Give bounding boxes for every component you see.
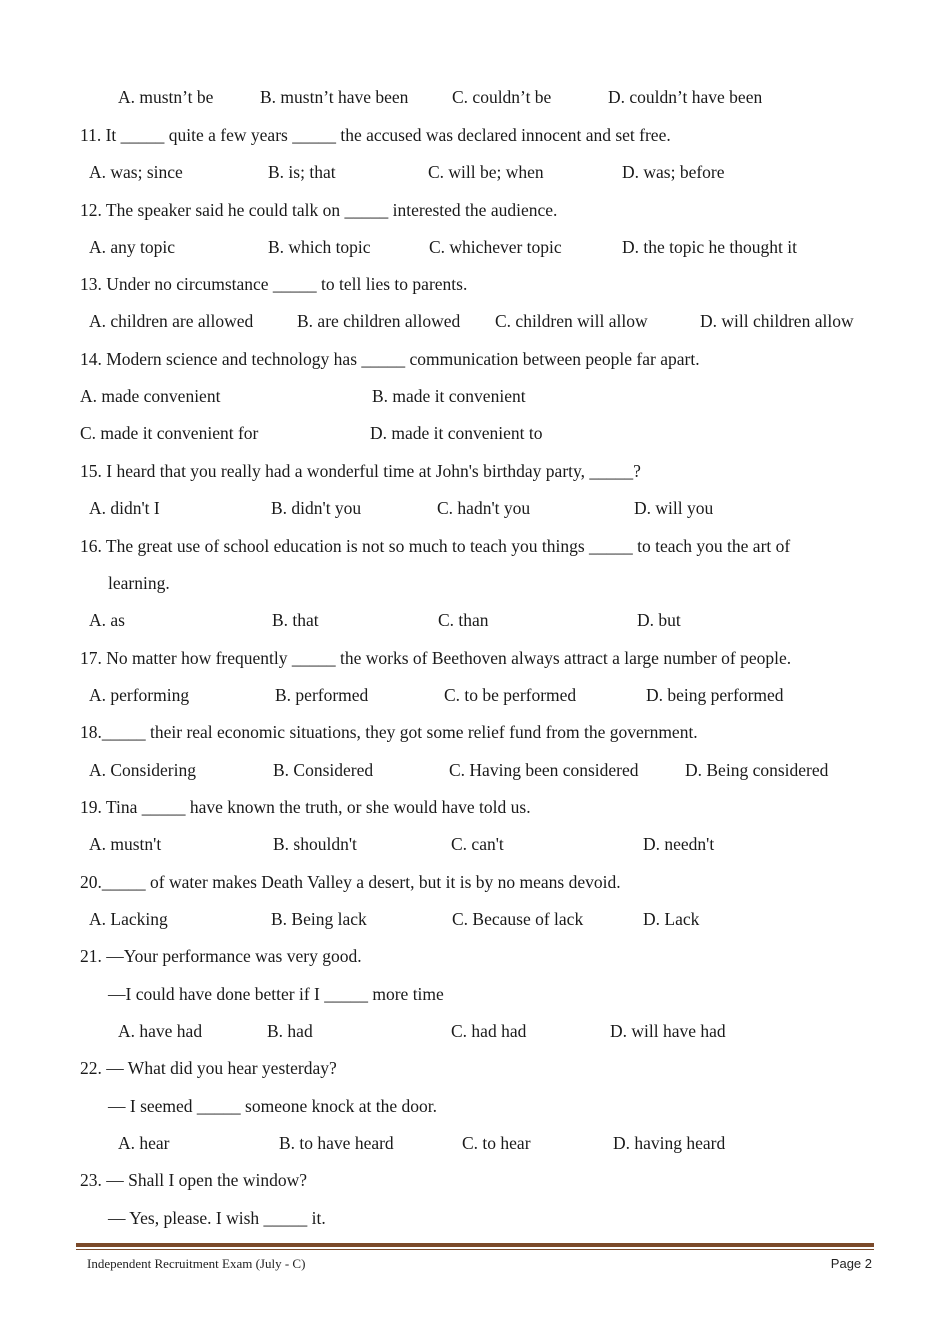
q22-option-d: D. having heard: [613, 1133, 726, 1153]
q15-option-c: C. hadn't you: [437, 498, 531, 518]
q13-option-a: A. children are allowed: [89, 311, 254, 331]
q20-option-b: B. Being lack: [271, 909, 367, 929]
q21-option-d: D. will have had: [610, 1021, 726, 1041]
q17-option-b: B. performed: [275, 685, 369, 705]
q21-stem: 21. —Your performance was very good.: [80, 946, 362, 966]
q22-option-a: A. hear: [118, 1133, 170, 1153]
q18-option-c: C. Having been considered: [449, 760, 639, 780]
q23-stem-continued: — Yes, please. I wish _____ it.: [108, 1208, 326, 1228]
q18-option-b: B. Considered: [273, 760, 374, 780]
q11-option-a: A. was; since: [89, 162, 183, 182]
q11-option-c: C. will be; when: [428, 162, 544, 182]
q14-option-b: B. made it convenient: [372, 386, 526, 406]
q11-option-d: D. was; before: [622, 162, 725, 182]
footer-exam-title: Independent Recruitment Exam (July - C): [87, 1256, 306, 1271]
q11-stem: 11. It _____ quite a few years _____ the accused was declared innocent and set free.: [80, 125, 671, 145]
q17-option-d: D. being performed: [646, 685, 784, 705]
q22-stem-continued: — I seemed _____ someone knock at the door.: [108, 1096, 438, 1116]
footer-rule-thin: [76, 1249, 874, 1250]
q11-option-b: B. is; that: [268, 162, 336, 182]
q13-stem: 13. Under no circumstance _____ to tell lies to parents.: [80, 274, 468, 294]
q22-option-c: C. to hear: [462, 1133, 531, 1153]
q14-option-d: D. made it convenient to: [370, 423, 543, 443]
q14-stem: 14. Modern science and technology has _____ communication between people far apart.: [80, 349, 700, 369]
q14-option-c: C. made it convenient for: [80, 423, 259, 443]
q17-stem: 17. No matter how frequently _____ the works of Beethoven always attract a large number of people.: [80, 648, 792, 668]
q16-option-c: C. than: [438, 610, 489, 630]
q18-option-a: A. Considering: [89, 760, 196, 780]
q15-option-b: B. didn't you: [271, 498, 362, 518]
q12-option-a: A. any topic: [89, 237, 176, 257]
q10-option-d: D. couldn’t have been: [608, 87, 763, 107]
q14-option-a: A. made convenient: [80, 386, 221, 406]
q19-option-a: A. mustn't: [89, 834, 162, 854]
q20-option-c: C. Because of lack: [452, 909, 584, 929]
q19-option-c: C. can't: [451, 834, 504, 854]
q16-option-a: A. as: [89, 610, 125, 630]
q10-option-b: B. mustn’t have been: [260, 87, 409, 107]
q17-option-a: A. performing: [89, 685, 190, 705]
q23-stem: 23. — Shall I open the window?: [80, 1170, 307, 1190]
q19-stem: 19. Tina _____ have known the truth, or she would have told us.: [80, 797, 531, 817]
q12-option-d: D. the topic he thought it: [622, 237, 797, 257]
q15-option-a: A. didn't I: [89, 498, 160, 518]
q10-option-a: A. mustn’t be: [118, 87, 214, 107]
q18-option-d: D. Being considered: [685, 760, 829, 780]
q10-option-c: C. couldn’t be: [452, 87, 552, 107]
q13-option-d: D. will children allow: [700, 311, 854, 331]
q13-option-c: C. children will allow: [495, 311, 648, 331]
q20-option-a: A. Lacking: [89, 909, 168, 929]
footer-page-number: Page 2: [830, 1256, 872, 1271]
q16-stem-continued: learning.: [108, 573, 170, 593]
q16-option-b: B. that: [272, 610, 319, 630]
q19-option-b: B. shouldn't: [273, 834, 357, 854]
q12-option-b: B. which topic: [268, 237, 371, 257]
footer-rule-thick: [76, 1243, 874, 1247]
q13-option-b: B. are children allowed: [297, 311, 461, 331]
q18-stem: 18._____ their real economic situations, they got some relief fund from the government.: [80, 722, 698, 742]
q16-stem: 16. The great use of school education is not so much to teach you things _____ to teach you the art of: [80, 536, 791, 556]
q19-option-d: D. needn't: [643, 834, 715, 854]
q16-option-d: D. but: [637, 610, 681, 630]
q21-stem-continued: —I could have done better if I _____ more time: [108, 984, 444, 1004]
q21-option-b: B. had: [267, 1021, 313, 1041]
q21-option-c: C. had had: [451, 1021, 527, 1041]
q22-option-b: B. to have heard: [279, 1133, 394, 1153]
q17-option-c: C. to be performed: [444, 685, 577, 705]
q15-stem: 15. I heard that you really had a wonderful time at John's birthday party, _____?: [80, 461, 641, 481]
q12-stem: 12. The speaker said he could talk on _____ interested the audience.: [80, 200, 558, 220]
q12-option-c: C. whichever topic: [429, 237, 562, 257]
q22-stem: 22. — What did you hear yesterday?: [80, 1058, 337, 1078]
q21-option-a: A. have had: [118, 1021, 203, 1041]
q15-option-d: D. will you: [634, 498, 714, 518]
q20-stem: 20._____ of water makes Death Valley a desert, but it is by no means devoid.: [80, 872, 621, 892]
q20-option-d: D. Lack: [643, 909, 700, 929]
